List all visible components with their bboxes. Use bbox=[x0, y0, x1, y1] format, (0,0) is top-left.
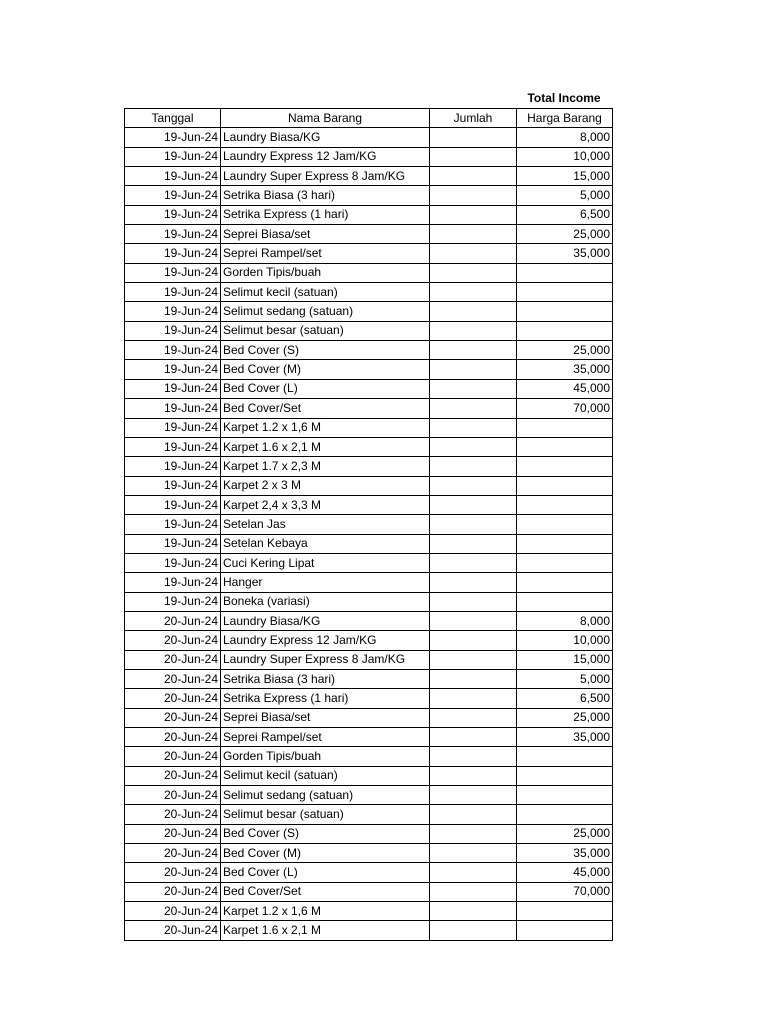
cell-tanggal[interactable]: 19-Jun-24 bbox=[125, 457, 221, 476]
cell-jumlah[interactable] bbox=[430, 302, 517, 321]
cell-tanggal[interactable]: 20-Jun-24 bbox=[125, 728, 221, 747]
table-row bbox=[125, 457, 613, 476]
cell-nama-barang[interactable]: Laundry Express 12 Jam/KG bbox=[221, 631, 430, 650]
table-row bbox=[125, 244, 613, 263]
cell-tanggal[interactable]: 19-Jun-24 bbox=[125, 128, 221, 147]
cell-jumlah[interactable] bbox=[430, 786, 517, 805]
cell-tanggal[interactable]: 20-Jun-24 bbox=[125, 863, 221, 882]
cell-jumlah[interactable] bbox=[430, 283, 517, 302]
table-row bbox=[125, 515, 613, 534]
cell-nama-barang[interactable]: Selimut besar (satuan) bbox=[221, 805, 430, 824]
table-row bbox=[125, 921, 613, 940]
cell-harga-barang[interactable] bbox=[517, 515, 613, 534]
cell-harga-barang[interactable]: 25,000 bbox=[517, 341, 613, 360]
cell-nama-barang[interactable]: Bed Cover (M) bbox=[221, 844, 430, 863]
cell-harga-barang[interactable]: 35,000 bbox=[517, 244, 613, 263]
cell-harga-barang[interactable]: 25,000 bbox=[517, 708, 613, 727]
table-row bbox=[125, 844, 613, 863]
cell-tanggal[interactable]: 20-Jun-24 bbox=[125, 747, 221, 766]
cell-harga-barang[interactable] bbox=[517, 437, 613, 456]
cell-jumlah[interactable] bbox=[430, 263, 517, 282]
cell-harga-barang[interactable]: 15,000 bbox=[517, 650, 613, 669]
cell-tanggal[interactable]: 19-Jun-24 bbox=[125, 147, 221, 166]
header-jumlah[interactable]: Jumlah bbox=[430, 109, 517, 128]
cell-jumlah[interactable] bbox=[430, 882, 517, 901]
cell-tanggal[interactable]: 19-Jun-24 bbox=[125, 341, 221, 360]
cell-tanggal[interactable]: 20-Jun-24 bbox=[125, 766, 221, 785]
table-row bbox=[125, 418, 613, 437]
cell-nama-barang[interactable]: Hanger bbox=[221, 573, 430, 592]
cell-jumlah[interactable] bbox=[430, 902, 517, 921]
cell-tanggal[interactable]: 20-Jun-24 bbox=[125, 650, 221, 669]
header-row bbox=[125, 109, 613, 128]
cell-nama-barang[interactable]: Selimut kecil (satuan) bbox=[221, 766, 430, 785]
cell-tanggal[interactable]: 19-Jun-24 bbox=[125, 244, 221, 263]
table-row bbox=[125, 689, 613, 708]
cell-tanggal[interactable]: 19-Jun-24 bbox=[125, 167, 221, 186]
cell-harga-barang[interactable]: 45,000 bbox=[517, 379, 613, 398]
cell-harga-barang[interactable] bbox=[517, 766, 613, 785]
cell-jumlah[interactable] bbox=[430, 457, 517, 476]
cell-nama-barang[interactable]: Karpet 1.2 x 1,6 M bbox=[221, 418, 430, 437]
cell-harga-barang[interactable] bbox=[517, 302, 613, 321]
cell-jumlah[interactable] bbox=[430, 495, 517, 514]
cell-jumlah[interactable] bbox=[430, 225, 517, 244]
cell-tanggal[interactable]: 19-Jun-24 bbox=[125, 379, 221, 398]
cell-jumlah[interactable] bbox=[430, 186, 517, 205]
table-row bbox=[125, 341, 613, 360]
cell-harga-barang[interactable] bbox=[517, 902, 613, 921]
table-row bbox=[125, 147, 613, 166]
table-row bbox=[125, 321, 613, 340]
cell-tanggal[interactable]: 19-Jun-24 bbox=[125, 476, 221, 495]
cell-harga-barang[interactable]: 35,000 bbox=[517, 728, 613, 747]
cell-nama-barang[interactable]: Karpet 2,4 x 3,3 M bbox=[221, 495, 430, 514]
cell-tanggal[interactable]: 20-Jun-24 bbox=[125, 882, 221, 901]
cell-tanggal[interactable]: 20-Jun-24 bbox=[125, 631, 221, 650]
cell-harga-barang[interactable] bbox=[517, 495, 613, 514]
table-row bbox=[125, 805, 613, 824]
cell-nama-barang[interactable]: Karpet 1.2 x 1,6 M bbox=[221, 902, 430, 921]
table-row bbox=[125, 882, 613, 901]
cell-jumlah[interactable] bbox=[430, 805, 517, 824]
cell-tanggal[interactable]: 20-Jun-24 bbox=[125, 611, 221, 630]
table-row bbox=[125, 863, 613, 882]
cell-tanggal[interactable]: 19-Jun-24 bbox=[125, 186, 221, 205]
cell-nama-barang[interactable]: Gorden Tipis/buah bbox=[221, 263, 430, 282]
cell-tanggal[interactable]: 20-Jun-24 bbox=[125, 844, 221, 863]
cell-jumlah[interactable] bbox=[430, 418, 517, 437]
table-row bbox=[125, 902, 613, 921]
cell-jumlah[interactable] bbox=[430, 631, 517, 650]
cell-tanggal[interactable]: 19-Jun-24 bbox=[125, 418, 221, 437]
cell-harga-barang[interactable]: 70,000 bbox=[517, 399, 613, 418]
cell-harga-barang[interactable]: 8,000 bbox=[517, 611, 613, 630]
cell-jumlah[interactable] bbox=[430, 553, 517, 572]
table-row bbox=[125, 360, 613, 379]
table-row bbox=[125, 669, 613, 688]
cell-harga-barang[interactable] bbox=[517, 476, 613, 495]
cell-tanggal[interactable]: 19-Jun-24 bbox=[125, 263, 221, 282]
cell-harga-barang[interactable] bbox=[517, 573, 613, 592]
cell-jumlah[interactable] bbox=[430, 321, 517, 340]
cell-tanggal[interactable]: 19-Jun-24 bbox=[125, 534, 221, 553]
cell-harga-barang[interactable]: 25,000 bbox=[517, 824, 613, 843]
table-row bbox=[125, 128, 613, 147]
cell-tanggal[interactable]: 20-Jun-24 bbox=[125, 805, 221, 824]
cell-tanggal[interactable]: 20-Jun-24 bbox=[125, 824, 221, 843]
cell-nama-barang[interactable]: Karpet 1.6 x 2,1 M bbox=[221, 437, 430, 456]
table-row bbox=[125, 611, 613, 630]
cell-tanggal[interactable]: 20-Jun-24 bbox=[125, 708, 221, 727]
cell-jumlah[interactable] bbox=[430, 515, 517, 534]
cell-nama-barang[interactable]: Bed Cover/Set bbox=[221, 399, 430, 418]
cell-nama-barang[interactable]: Setrika Express (1 hari) bbox=[221, 689, 430, 708]
header-harga-barang[interactable]: Harga Barang bbox=[517, 109, 613, 128]
table-row bbox=[125, 437, 613, 456]
table-row bbox=[125, 186, 613, 205]
table-row bbox=[125, 302, 613, 321]
table-row bbox=[125, 476, 613, 495]
cell-nama-barang[interactable]: Setrika Biasa (3 hari) bbox=[221, 186, 430, 205]
cell-nama-barang[interactable]: Setelan Jas bbox=[221, 515, 430, 534]
cell-jumlah[interactable] bbox=[430, 379, 517, 398]
cell-jumlah[interactable] bbox=[430, 824, 517, 843]
table-row bbox=[125, 592, 613, 611]
cell-jumlah[interactable] bbox=[430, 573, 517, 592]
cell-harga-barang[interactable]: 35,000 bbox=[517, 844, 613, 863]
cell-nama-barang[interactable]: Bed Cover (S) bbox=[221, 824, 430, 843]
cell-tanggal[interactable]: 19-Jun-24 bbox=[125, 321, 221, 340]
cell-harga-barang[interactable]: 25,000 bbox=[517, 225, 613, 244]
cell-tanggal[interactable]: 20-Jun-24 bbox=[125, 921, 221, 940]
cell-nama-barang[interactable]: Selimut kecil (satuan) bbox=[221, 283, 430, 302]
cell-harga-barang[interactable] bbox=[517, 747, 613, 766]
cell-nama-barang[interactable]: Bed Cover (M) bbox=[221, 360, 430, 379]
cell-tanggal[interactable]: 19-Jun-24 bbox=[125, 225, 221, 244]
table-body bbox=[125, 128, 613, 940]
income-table bbox=[124, 108, 613, 941]
cell-nama-barang[interactable]: Setrika Express (1 hari) bbox=[221, 205, 430, 224]
cell-nama-barang[interactable]: Laundry Biasa/KG bbox=[221, 611, 430, 630]
cell-nama-barang[interactable]: Seprei Rampel/set bbox=[221, 728, 430, 747]
cell-nama-barang[interactable]: Seprei Rampel/set bbox=[221, 244, 430, 263]
cell-harga-barang[interactable] bbox=[517, 418, 613, 437]
cell-jumlah[interactable] bbox=[430, 244, 517, 263]
table-row bbox=[125, 766, 613, 785]
table-row bbox=[125, 225, 613, 244]
cell-jumlah[interactable] bbox=[430, 766, 517, 785]
cell-jumlah[interactable] bbox=[430, 689, 517, 708]
cell-tanggal[interactable]: 19-Jun-24 bbox=[125, 437, 221, 456]
cell-nama-barang[interactable]: Bed Cover (S) bbox=[221, 341, 430, 360]
cell-harga-barang[interactable] bbox=[517, 283, 613, 302]
cell-harga-barang[interactable] bbox=[517, 553, 613, 572]
cell-jumlah[interactable] bbox=[430, 708, 517, 727]
cell-harga-barang[interactable]: 10,000 bbox=[517, 631, 613, 650]
cell-nama-barang[interactable]: Karpet 1.6 x 2,1 M bbox=[221, 921, 430, 940]
cell-harga-barang[interactable] bbox=[517, 534, 613, 553]
cell-jumlah[interactable] bbox=[430, 360, 517, 379]
cell-tanggal[interactable]: 19-Jun-24 bbox=[125, 495, 221, 514]
cell-nama-barang[interactable]: Seprei Biasa/set bbox=[221, 708, 430, 727]
cell-jumlah[interactable] bbox=[430, 205, 517, 224]
cell-nama-barang[interactable]: Laundry Express 12 Jam/KG bbox=[221, 147, 430, 166]
cell-jumlah[interactable] bbox=[430, 534, 517, 553]
cell-nama-barang[interactable]: Setelan Kebaya bbox=[221, 534, 430, 553]
cell-harga-barang[interactable] bbox=[517, 805, 613, 824]
cell-nama-barang[interactable]: Bed Cover (L) bbox=[221, 863, 430, 882]
cell-nama-barang[interactable]: Seprei Biasa/set bbox=[221, 225, 430, 244]
cell-tanggal[interactable]: 19-Jun-24 bbox=[125, 399, 221, 418]
cell-harga-barang[interactable]: 15,000 bbox=[517, 167, 613, 186]
cell-harga-barang[interactable] bbox=[517, 786, 613, 805]
cell-tanggal[interactable]: 20-Jun-24 bbox=[125, 902, 221, 921]
cell-harga-barang[interactable]: 5,000 bbox=[517, 669, 613, 688]
cell-jumlah[interactable] bbox=[430, 128, 517, 147]
table-row bbox=[125, 205, 613, 224]
cell-harga-barang[interactable] bbox=[517, 921, 613, 940]
cell-tanggal[interactable]: 19-Jun-24 bbox=[125, 515, 221, 534]
cell-tanggal[interactable]: 19-Jun-24 bbox=[125, 573, 221, 592]
cell-harga-barang[interactable]: 6,500 bbox=[517, 205, 613, 224]
cell-nama-barang[interactable]: Cuci Kering Lipat bbox=[221, 553, 430, 572]
cell-jumlah[interactable] bbox=[430, 147, 517, 166]
cell-harga-barang[interactable]: 10,000 bbox=[517, 147, 613, 166]
cell-jumlah[interactable] bbox=[430, 167, 517, 186]
cell-jumlah[interactable] bbox=[430, 669, 517, 688]
cell-jumlah[interactable] bbox=[430, 341, 517, 360]
cell-harga-barang[interactable]: 6,500 bbox=[517, 689, 613, 708]
cell-tanggal[interactable]: 19-Jun-24 bbox=[125, 592, 221, 611]
table-row bbox=[125, 167, 613, 186]
cell-tanggal[interactable]: 20-Jun-24 bbox=[125, 669, 221, 688]
cell-nama-barang[interactable]: Setrika Biasa (3 hari) bbox=[221, 669, 430, 688]
cell-harga-barang[interactable] bbox=[517, 457, 613, 476]
cell-nama-barang[interactable]: Selimut besar (satuan) bbox=[221, 321, 430, 340]
cell-tanggal[interactable]: 19-Jun-24 bbox=[125, 205, 221, 224]
cell-harga-barang[interactable] bbox=[517, 592, 613, 611]
header-nama-barang[interactable]: Nama Barang bbox=[221, 109, 430, 128]
cell-harga-barang[interactable] bbox=[517, 263, 613, 282]
cell-nama-barang[interactable]: Selimut sedang (satuan) bbox=[221, 786, 430, 805]
table-row bbox=[125, 728, 613, 747]
cell-nama-barang[interactable]: Karpet 1.7 x 2,3 M bbox=[221, 457, 430, 476]
cell-jumlah[interactable] bbox=[430, 592, 517, 611]
cell-jumlah[interactable] bbox=[430, 437, 517, 456]
cell-harga-barang[interactable]: 35,000 bbox=[517, 360, 613, 379]
cell-tanggal[interactable]: 20-Jun-24 bbox=[125, 689, 221, 708]
cell-tanggal[interactable]: 19-Jun-24 bbox=[125, 283, 221, 302]
cell-harga-barang[interactable]: 5,000 bbox=[517, 186, 613, 205]
cell-jumlah[interactable] bbox=[430, 747, 517, 766]
table-row bbox=[125, 631, 613, 650]
cell-jumlah[interactable] bbox=[430, 399, 517, 418]
cell-nama-barang[interactable]: Laundry Super Express 8 Jam/KG bbox=[221, 650, 430, 669]
table-row bbox=[125, 708, 613, 727]
cell-jumlah[interactable] bbox=[430, 650, 517, 669]
cell-jumlah[interactable] bbox=[430, 728, 517, 747]
cell-jumlah[interactable] bbox=[430, 611, 517, 630]
table-row bbox=[125, 553, 613, 572]
table-row bbox=[125, 263, 613, 282]
cell-nama-barang[interactable]: Karpet 2 x 3 M bbox=[221, 476, 430, 495]
cell-harga-barang[interactable]: 70,000 bbox=[517, 882, 613, 901]
cell-nama-barang[interactable]: Laundry Super Express 8 Jam/KG bbox=[221, 167, 430, 186]
cell-tanggal[interactable]: 19-Jun-24 bbox=[125, 553, 221, 572]
table-row bbox=[125, 573, 613, 592]
table-row bbox=[125, 786, 613, 805]
cell-harga-barang[interactable] bbox=[517, 321, 613, 340]
table-row bbox=[125, 495, 613, 514]
cell-jumlah[interactable] bbox=[430, 863, 517, 882]
cell-tanggal[interactable]: 19-Jun-24 bbox=[125, 360, 221, 379]
cell-nama-barang[interactable]: Gorden Tipis/buah bbox=[221, 747, 430, 766]
cell-nama-barang[interactable]: Boneka (variasi) bbox=[221, 592, 430, 611]
cell-harga-barang[interactable]: 8,000 bbox=[517, 128, 613, 147]
cell-jumlah[interactable] bbox=[430, 921, 517, 940]
cell-nama-barang[interactable]: Laundry Biasa/KG bbox=[221, 128, 430, 147]
table-row bbox=[125, 283, 613, 302]
table-row bbox=[125, 747, 613, 766]
table-row bbox=[125, 824, 613, 843]
cell-tanggal[interactable]: 19-Jun-24 bbox=[125, 302, 221, 321]
cell-jumlah[interactable] bbox=[430, 844, 517, 863]
cell-nama-barang[interactable]: Bed Cover (L) bbox=[221, 379, 430, 398]
cell-jumlah[interactable] bbox=[430, 476, 517, 495]
table-row bbox=[125, 399, 613, 418]
table-row bbox=[125, 534, 613, 553]
cell-nama-barang[interactable]: Selimut sedang (satuan) bbox=[221, 302, 430, 321]
table-row bbox=[125, 650, 613, 669]
header-tanggal[interactable]: Tanggal bbox=[125, 109, 221, 128]
cell-nama-barang[interactable]: Bed Cover/Set bbox=[221, 882, 430, 901]
total-income-title: Total Income bbox=[527, 91, 601, 105]
cell-tanggal[interactable]: 20-Jun-24 bbox=[125, 786, 221, 805]
table-row bbox=[125, 379, 613, 398]
cell-harga-barang[interactable]: 45,000 bbox=[517, 863, 613, 882]
